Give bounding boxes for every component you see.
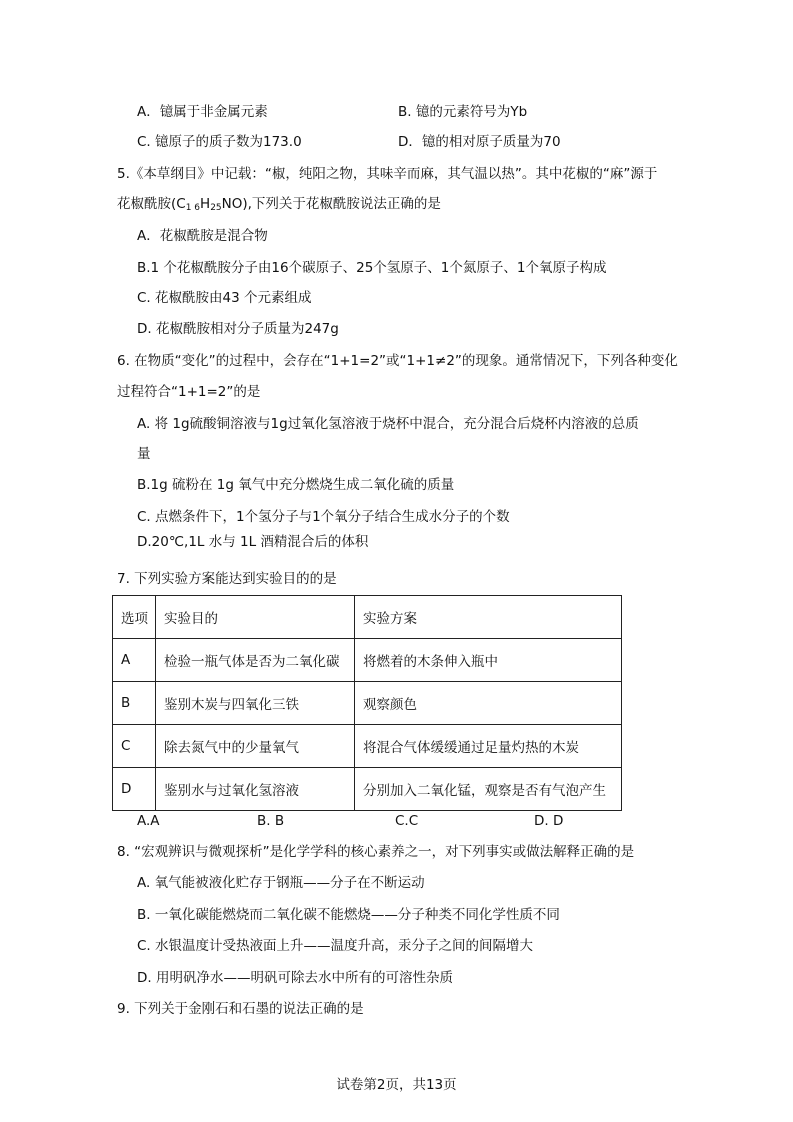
- q6-option-d: D.20℃,1L 水与 1L 酒精混合后的体积: [137, 534, 369, 550]
- q7-stem: 7. 下列实验方案能达到实验目的的是: [117, 571, 337, 587]
- q4-option-d: D．镱的相对原子质量为70: [398, 134, 561, 150]
- q5-stem-line2: [117, 198, 441, 212]
- experiment-table: [112, 595, 622, 811]
- table-header-cell: 选项: [113, 596, 156, 639]
- table-cell: 检验一瓶气体是否为二氧化碳: [156, 639, 355, 682]
- table-cell: 分别加入二氧化锰，观察是否有气泡产生: [355, 768, 622, 811]
- table-cell: 观察颜色: [355, 682, 622, 725]
- table-row: [113, 768, 622, 811]
- q5-stem-prefix: 花椒酰胺(C: [117, 196, 186, 212]
- table-cell: 将燃着的木条伸入瓶中: [355, 639, 622, 682]
- q8-option-a: A. 氧气能被液化贮存于钢瓶——分子在不断运动: [137, 875, 425, 891]
- q8-option-b: B. 一氧化碳能燃烧而二氧化碳不能燃烧——分子种类不同化学性质不同: [137, 907, 560, 923]
- q9-stem: 9. 下列关于金刚石和石墨的说法正确的是: [117, 1001, 364, 1017]
- q5-formula-sub-c: 1 6: [185, 203, 201, 213]
- q5-option-b: B.1 个花椒酰胺分子由16个碳原子、25个氢原子、1个氮原子、1个氧原子构成: [137, 260, 607, 276]
- table-cell: A: [113, 639, 156, 682]
- q6-option-a-line2: 量: [137, 446, 151, 462]
- table-cell: C: [113, 725, 156, 768]
- table-row: [113, 682, 622, 725]
- table-row: [113, 725, 622, 768]
- table-cell: 鉴别木炭与四氧化三铁: [156, 682, 355, 725]
- q5-option-d: D. 花椒酰胺相对分子质量为247g: [137, 321, 339, 337]
- q5-formula-h: H: [200, 196, 211, 212]
- q5-stem-suffix: NO),下列关于花椒酰胺说法正确的是: [221, 196, 441, 212]
- q6-stem-line2: 过程符合“1+1=2”的是: [117, 384, 261, 400]
- q5-option-c: C. 花椒酰胺由43 个元素组成: [137, 290, 312, 306]
- q7-answer-d: D. D: [534, 813, 564, 829]
- q7-answer-a: A.A: [137, 813, 160, 829]
- table-cell: 除去氮气中的少量氧气: [156, 725, 355, 768]
- q5-formula-sub-h: 25: [210, 203, 222, 213]
- q4-option-b: B. 镱的元素符号为Yb: [398, 104, 528, 120]
- q6-stem-line1: 6. 在物质“变化”的过程中，会存在“1+1=2”或“1+1≠2”的现象。通常情况下，下列各种变化: [117, 353, 678, 369]
- q8-option-d: D. 用明矾净水——明矾可除去水中所有的可溶性杂质: [137, 970, 453, 986]
- q4-option-c: C. 镱原子的质子数为173.0: [137, 134, 302, 150]
- table-cell: D: [113, 768, 156, 811]
- q5-option-a: A．花椒酰胺是混合物: [137, 228, 268, 244]
- q6-option-c: C. 点燃条件下，1个氢分子与1个氧分子结合生成水分子的个数: [137, 509, 510, 525]
- table-header-cell: 实验目的: [156, 596, 355, 639]
- page-footer: 试卷第2页，共13页: [336, 1077, 457, 1093]
- q8-stem: 8. “宏观辨识与微观探析”是化学学科的核心素养之一，对下列事实或做法解释正确的是: [117, 844, 635, 860]
- q7-answer-c: C.C: [395, 813, 419, 829]
- table-cell: B: [113, 682, 156, 725]
- table-row: [113, 639, 622, 682]
- q6-option-a-line1: A. 将 1g硫酸铜溶液与1g过氧化氢溶液于烧杯中混合，充分混合后烧杯内溶液的总质: [137, 416, 639, 432]
- q7-answer-b: B. B: [257, 813, 285, 829]
- table-header-row: [113, 596, 622, 639]
- table-header-cell: 实验方案: [355, 596, 622, 639]
- q5-stem-line1: 5.《本草纲目》中记载：“椒，纯阳之物，其味辛而麻，其气温以热”。其中花椒的“麻”源于: [117, 166, 658, 182]
- table-cell: 将混合气体缓缓通过足量灼热的木炭: [355, 725, 622, 768]
- q4-option-a: A．镱属于非金属元素: [137, 104, 268, 120]
- q8-option-c: C. 水银温度计受热液面上升——温度升高，汞分子之间的间隔增大: [137, 938, 534, 954]
- q6-option-b: B.1g 硫粉在 1g 氧气中充分燃烧生成二氧化硫的质量: [137, 477, 455, 493]
- table-cell: 鉴别水与过氧化氢溶液: [156, 768, 355, 811]
